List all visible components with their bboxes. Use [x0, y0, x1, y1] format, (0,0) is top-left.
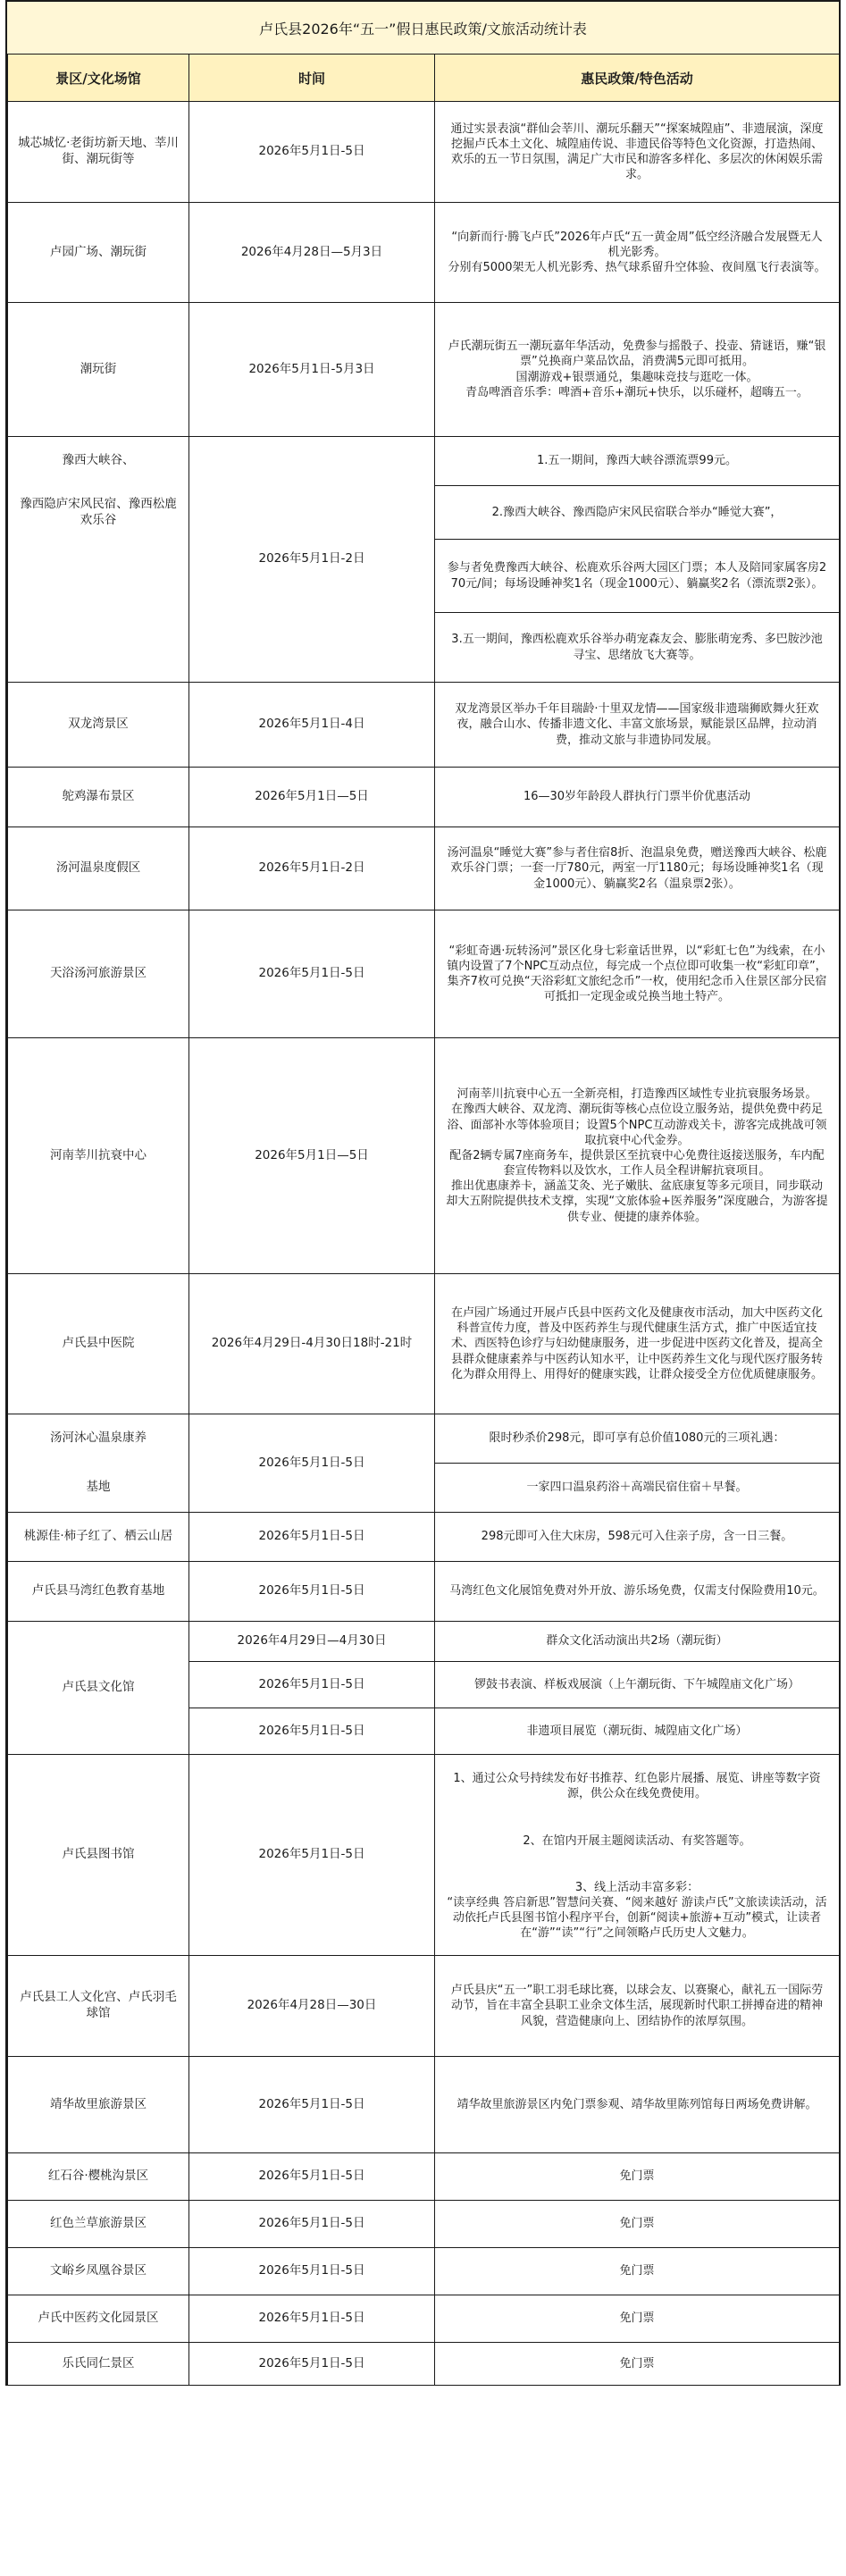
- policy-cell: 双龙湾景区举办千年目瑞龄·十里双龙情——国家级非遗瑞狮欧舞火狂欢夜，融合山水、传播非遗文化、丰富文旅场景，赋能景区品牌，拉动消费，推动文旅与非遗协同发展。: [435, 683, 840, 768]
- policy-cell: 通过实景表演“群仙会莘川、潮玩乐翻天”“探案城隍庙”、非遗展演，深度挖掘卢氏本土文化、城隍庙传说、非遗民俗等特色文化资源，打造热闹、欢乐的五一节日氛围，满足广大市民和游客多样化、多层次的休闲娱乐需求。: [435, 102, 840, 203]
- policy-cell: 参与者免费豫西大峡谷、松鹿欢乐谷两大园区门票；本人及陪同家属客房270元/间；每场设睡神奖1名（现金1000元）、躺赢奖2名（漂流票2张）。: [435, 540, 840, 613]
- table-row: [8, 1622, 840, 1662]
- time-cell: 2026年5月1日-5月3日: [189, 303, 435, 437]
- time-cell: 2026年5月1日-5日: [189, 2057, 435, 2153]
- policy-sheet: [5, 0, 841, 2386]
- venue-cell: 文峪乡凤凰谷景区: [8, 2248, 189, 2295]
- time-cell: 2026年5月1日-5日: [189, 1662, 435, 1708]
- table-row: [8, 437, 840, 486]
- table-row: [8, 1956, 840, 2057]
- venue-cell: 汤河温泉度假区: [8, 827, 189, 910]
- table-row: [8, 1513, 840, 1562]
- time-cell: 2026年5月1日-4日: [189, 683, 435, 768]
- venue-cell: 卢氏县文化馆: [8, 1622, 189, 1755]
- header-venue: 景区/文化场馆: [8, 55, 189, 102]
- venue-cell: 卢氏中医药文化园景区: [8, 2295, 189, 2343]
- policy-cell: 群众文化活动演出共2场（潮玩街）: [435, 1622, 840, 1662]
- venue-cell-empty: [8, 613, 189, 683]
- time-cell: 2026年5月1日-5日: [189, 910, 435, 1038]
- venue-cell: 鸵鸡瀑布景区: [8, 768, 189, 827]
- policy-cell: 一家四口温泉药浴＋高端民宿住宿＋早餐。: [435, 1464, 840, 1513]
- time-cell: 2026年4月28日—5月3日: [189, 203, 435, 303]
- venue-cell: 桃源佳·柿子红了、栖云山居: [8, 1513, 189, 1562]
- policy-cell: 免门票: [435, 2201, 840, 2248]
- policy-cell: 马湾红色文化展馆免费对外开放、游乐场免费，仅需支付保险费用10元。: [435, 1562, 840, 1622]
- policy-table: [7, 55, 840, 2386]
- venue-cell: 卢氏县中医院: [8, 1274, 189, 1414]
- policy-cell: 非遗项目展览（潮玩街、城隍庙文化广场）: [435, 1708, 840, 1755]
- policy-cell: 16—30岁年龄段人群执行门票半价优惠活动: [435, 768, 840, 827]
- venue-cell: 卢氏县马湾红色教育基地: [8, 1562, 189, 1622]
- policy-cell: 免门票: [435, 2343, 840, 2386]
- table-row: [8, 1755, 840, 1817]
- venue-cell: 潮玩街: [8, 303, 189, 437]
- policy-cell: 免门票: [435, 2295, 840, 2343]
- venue-cell: 汤河沐心温泉康养: [8, 1414, 189, 1464]
- venue-cell: 靖华故里旅游景区: [8, 2057, 189, 2153]
- venue-cell: 基地: [8, 1464, 189, 1513]
- time-cell: 2026年5月1日-5日: [189, 1562, 435, 1622]
- time-cell: 2026年5月1日-5日: [189, 2343, 435, 2386]
- time-cell: 2026年4月29日-4月30日18时-21时: [189, 1274, 435, 1414]
- time-cell: 2026年4月29日—4月30日: [189, 1622, 435, 1662]
- policy-cell: 在卢园广场通过开展卢氏县中医药文化及健康夜市活动，加大中医药文化科普宣传力度，普及中医药养生与现代健康生活方式，推广中医适宜技术、西医特色诊疗与妇幼健康服务，进一步促进中医药文化普及，提高全县群众健康素养与中医药认知水平，让中医药养生文化与现代医疗服务转化为群众用得上、用得好的健康实践，让群众接受全方位优质健康服务。: [435, 1274, 840, 1414]
- policy-cell: “向新而行·腾飞卢氏”2026年卢氏“五一黄金周”低空经济融合发展暨无人机光影秀。 分别有5000架无人机光影秀、热气球系留升空体验、夜间凰飞行表演等。: [435, 203, 840, 303]
- policy-cell: “彩虹奇遇·玩转汤河”景区化身七彩童话世界，以“彩虹七色”为线索，在小镇内设置了7个NPC互动点位，每完成一个点位即可收集一枚“彩虹印章”，集齐7枚可兑换“天浴彩虹文旅纪念币”一枚，使用纪念币入住景区部分民宿可抵扣一定现金或兑换当地土特产。: [435, 910, 840, 1038]
- policy-cell: 锣鼓书表演、样板戏展演（上午潮玩街、下午城隍庙文化广场）: [435, 1662, 840, 1708]
- header-time: 时间: [189, 55, 435, 102]
- table-row: [8, 827, 840, 910]
- policy-cell: 3、线上活动丰富多彩： “读享经典 答启新思”智慧问关赛、“阅来越好 游读卢氏”文旅读读活动，活动依托卢氏县图书馆小程序平台，创新“阅读+旅游+互动”模式，让读者在“游”“读”“行”之间领略卢氏历史人文魅力。: [435, 1867, 840, 1956]
- venue-cell: 红石谷·樱桃沟景区: [8, 2153, 189, 2201]
- policy-cell: 3.五一期间，豫西松鹿欢乐谷举办萌宠森友会、膨胀萌宠秀、多巴胺沙池寻宝、思绪放飞大赛等。: [435, 613, 840, 683]
- venue-cell: 天浴汤河旅游景区: [8, 910, 189, 1038]
- time-cell: 2026年5月1日-5日: [189, 2248, 435, 2295]
- venue-cell: 豫西大峡谷、: [8, 437, 189, 486]
- venue-cell: 卢园广场、潮玩街: [8, 203, 189, 303]
- venue-cell: 卢氏县工人文化宫、卢氏羽毛球馆: [8, 1956, 189, 2057]
- table-row: [8, 2343, 840, 2386]
- table-row: [8, 2295, 840, 2343]
- table-row: [8, 1414, 840, 1464]
- policy-cell: 免门票: [435, 2153, 840, 2201]
- policy-cell: 限时秒杀价298元，即可享有总价值1080元的三项礼遇：: [435, 1414, 840, 1464]
- time-cell: 2026年5月1日-5日: [189, 1755, 435, 1956]
- time-cell: 2026年5月1日—5日: [189, 768, 435, 827]
- time-cell: 2026年5月1日-5日: [189, 2295, 435, 2343]
- policy-cell: 河南莘川抗衰中心五一全新亮相，打造豫西区域性专业抗衰服务场景。 在豫西大峡谷、双龙湾、潮玩街等核心点位设立服务站，提供免费中药足浴、面部补水等体验项目；设置5个NPC互动游戏关卡，游客完成挑战可领取抗衰中心代金券。 配备2辆专属7座商务车，提供景区至抗衰中心免费往返接送服务，车内配套宣传物料以及饮水，工作人员全程讲解抗衰项目。 推出优惠康养卡，涵盖艾灸、光子嫩肤、盆底康复等多元项目，同步联动却大五附院提供技术支撑，实现“文旅体验+医养服务”深度融合，为游客提供专业、便捷的康养体验。: [435, 1038, 840, 1274]
- policy-cell: 1、通过公众号持续发布好书推荐、红色影片展播、展览、讲座等数字资源，供公众在线免费使用。: [435, 1755, 840, 1817]
- policy-cell: 1.五一期间，豫西大峡谷漂流票99元。: [435, 437, 840, 486]
- time-cell: 2026年5月1日-5日: [189, 2201, 435, 2248]
- table-row: [8, 203, 840, 303]
- time-cell: 2026年5月1日-5日: [189, 102, 435, 203]
- sheet-title: 卢氏县2026年“五一”假日惠民政策/文旅活动统计表: [7, 0, 839, 55]
- venue-cell-empty: [8, 540, 189, 613]
- time-cell: 2026年5月1日-5日: [189, 1708, 435, 1755]
- venue-cell: 乐氏同仁景区: [8, 2343, 189, 2386]
- policy-cell: 2.豫西大峡谷、豫西隐庐宋风民宿联合举办“睡觉大赛”，: [435, 486, 840, 540]
- table-row: [8, 303, 840, 437]
- policy-cell: 卢氏潮玩街五一潮玩嘉年华活动，免费参与摇骰子、投壶、猜谜语，赚“银票”兑换商户菜品饮品，消费满5元即可抵用。 国潮游戏+银票通兑，集趣味竞技与逛吃一体。 青岛啤酒音乐季：啤酒+音乐+潮玩+快乐，以乐碰杯，超嗨五一。: [435, 303, 840, 437]
- table-row: [8, 2057, 840, 2153]
- table-row: [8, 2201, 840, 2248]
- policy-cell: 汤河温泉“睡觉大赛”参与者住宿8折、泡温泉免费，赠送豫西大峡谷、松鹿欢乐谷门票；一套一厅780元，两室一厅1180元；每场设睡神奖1名（现金1000元）、躺赢奖2名（温泉票2张）。: [435, 827, 840, 910]
- venue-cell: 双龙湾景区: [8, 683, 189, 768]
- policy-cell: 2、在馆内开展主题阅读活动、有奖答题等。: [435, 1817, 840, 1867]
- policy-cell: 免门票: [435, 2248, 840, 2295]
- table-row: [8, 683, 840, 768]
- venue-cell: 红色兰草旅游景区: [8, 2201, 189, 2248]
- venue-cell: 卢氏县图书馆: [8, 1755, 189, 1956]
- time-cell: 2026年5月1日-5日: [189, 1513, 435, 1562]
- venue-cell: 河南莘川抗衰中心: [8, 1038, 189, 1274]
- time-cell: 2026年5月1日-2日: [189, 827, 435, 910]
- table-row: [8, 1562, 840, 1622]
- policy-cell: 靖华故里旅游景区内免门票参观、靖华故里陈列馆每日两场免费讲解。: [435, 2057, 840, 2153]
- header-policy: 惠民政策/特色活动: [435, 55, 840, 102]
- time-cell: 2026年5月1日—5日: [189, 1038, 435, 1274]
- table-row: [8, 1274, 840, 1414]
- policy-cell: 298元即可入住大床房，598元可入住亲子房，含一日三餐。: [435, 1513, 840, 1562]
- time-cell: 2026年4月28日—30日: [189, 1956, 435, 2057]
- table-row: [8, 2248, 840, 2295]
- policy-cell: 卢氏县庆“五一”职工羽毛球比赛，以球会友、以赛聚心，献礼五一国际劳动节，旨在丰富全县职工业余文体生活，展现新时代职工拼搏奋进的精神风貌，营造健康向上、团结协作的浓厚氛围。: [435, 1956, 840, 2057]
- table-row: [8, 102, 840, 203]
- header-row: [8, 55, 840, 102]
- venue-cell: 豫西隐庐宋风民宿、豫西松鹿欢乐谷: [8, 486, 189, 540]
- time-cell: 2026年5月1日-5日: [189, 1414, 435, 1513]
- table-row: [8, 1038, 840, 1274]
- table-row: [8, 910, 840, 1038]
- table-row: [8, 2153, 840, 2201]
- time-cell: 2026年5月1日-5日: [189, 2153, 435, 2201]
- venue-cell: 城芯城忆·老街坊新天地、莘川街、潮玩街等: [8, 102, 189, 203]
- time-cell: 2026年5月1日-2日: [189, 437, 435, 683]
- table-row: [8, 768, 840, 827]
